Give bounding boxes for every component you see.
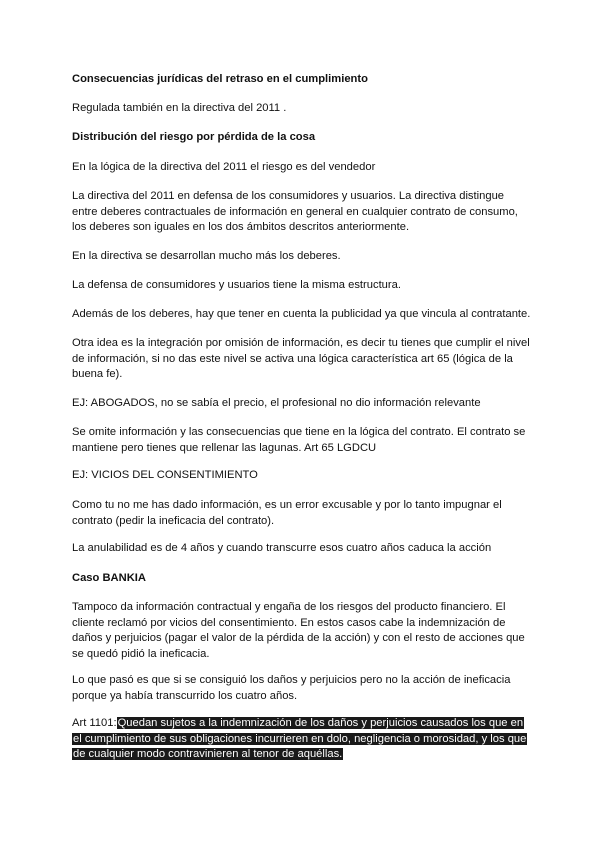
paragraph-omite-informacion: Se omite información y las consecuencias que tiene en la lógica del contrato. El contrato se mantiene pero tienes que rellenar las lagunas. Art 65 LGDCU	[72, 426, 526, 454]
paragraph-publicidad: Además de los deberes, hay que tener en cuenta la publicidad ya que vincula al contratante.	[72, 308, 531, 320]
paragraph-ej-vicios: EJ: VICIOS DEL CONSENTIMIENTO	[72, 469, 258, 481]
heading-distribucion-riesgo: Distribución del riesgo por pérdida de la cosa	[72, 131, 316, 143]
paragraph-anulabilidad: La anulabilidad es de 4 años y cuando transcurre esos cuatro años caduca la acción	[72, 542, 492, 554]
paragraph-deberes: En la directiva se desarrollan mucho más los deberes.	[72, 250, 341, 262]
paragraph-defensa-estructura: La defensa de consumidores y usuarios tiene la misma estructura.	[72, 279, 401, 291]
paragraph-logica-directiva: En la lógica de la directiva del 2011 el riesgo es del vendedor	[72, 161, 376, 173]
heading-consecuencias: Consecuencias jurídicas del retraso en el cumplimiento	[72, 73, 368, 85]
paragraph-error-excusable: Como tu no me has dado información, es un error excusable y por lo tanto impugnar el contrato (pedir la ineficacia del contrato).	[72, 499, 502, 527]
paragraph-integracion-omision: Otra idea es la integración por omisión de información, es decir tu tienes que cumplir el nivel de información, si no das este nivel se activa una lógica característica art 65 (lógica de la buena fe).	[72, 337, 530, 380]
paragraph-bankia-detalle: Tampoco da información contractual y engaña de los riesgos del producto financiero. El cliente reclamó por vicios del consentimiento. En estos casos cabe la indemnización de daños y perjuicios (pagar el valor de la pérdida de la acción) y con el resto de acciones que se quedó pidió la ineficacia.	[72, 601, 525, 660]
article-highlighted-text: Quedan sujetos a la indemnización de los daños y perjuicios causados los que en el cumplimiento de sus obligaciones incurrieren en dolo, negligencia o morosidad, y los que de cualquier modo contravinieren al tenor de aquéllas.	[73, 717, 527, 760]
article-label: Art 1101:	[72, 717, 117, 729]
paragraph-regulada: Regulada también en la directiva del 2011 .	[72, 102, 287, 114]
heading-caso-bankia: Caso BANKIA	[72, 572, 146, 584]
article-1101	[72, 716, 532, 763]
paragraph-directiva-consumidores: La directiva del 2011 en defensa de los consumidores y usuarios. La directiva distingue entre deberes contractuales de información en general en cualquier contrato de consumo, los deberes son iguales en los dos ámbitos descritos anteriormente.	[72, 190, 518, 233]
paragraph-resultado: Lo que pasó es que si se consiguió los daños y perjuicios pero no la acción de ineficacia porque ya había transcurrido los cuatro años.	[72, 674, 511, 702]
paragraph-ej-abogados: EJ: ABOGADOS, no se sabía el precio, el profesional no dio información relevante	[72, 397, 481, 409]
